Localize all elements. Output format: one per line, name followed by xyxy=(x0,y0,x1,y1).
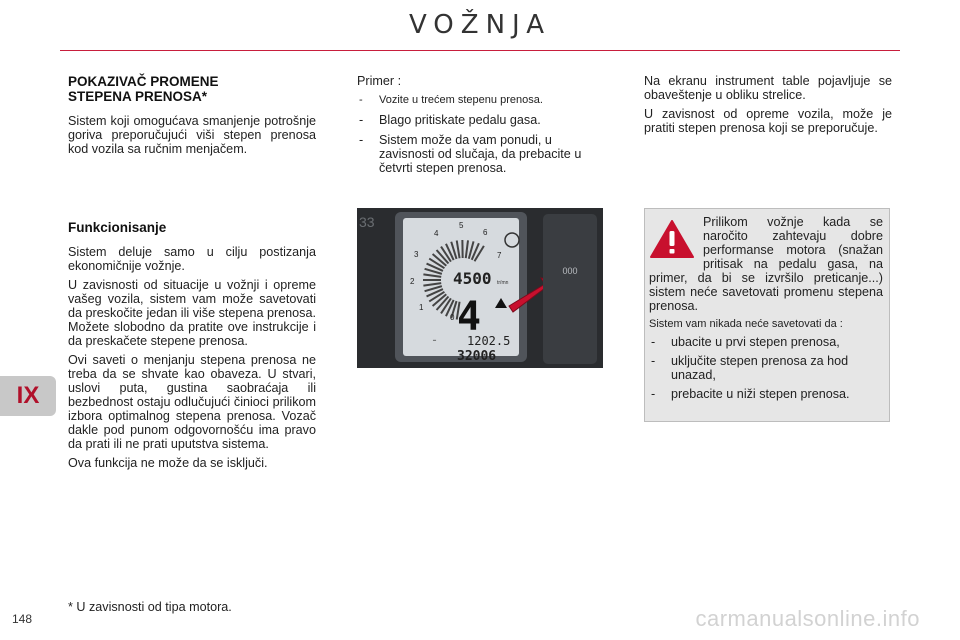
warning-box xyxy=(644,208,890,422)
tacho-segment xyxy=(457,240,460,258)
warning-triangle-icon xyxy=(649,219,695,259)
chapter-tab xyxy=(0,376,56,416)
side-dial-readout: 000 xyxy=(562,266,578,276)
list-item: - uključite stepen prenosa za hod unazad, xyxy=(649,354,883,382)
page-title: VOŽNJA xyxy=(408,10,552,40)
notice-paragraph-1: Na ekranu instrument table pojavljuje se obaveštenje u obliku strelice. xyxy=(644,74,892,102)
tacho-tick-label: 7 xyxy=(497,251,502,260)
list-item: - Sistem može da vam ponudi, u zavisnosti od slučaja, da prebacite u četvrti stepen prenosa. xyxy=(357,133,605,175)
column-middle xyxy=(357,74,605,181)
heading-line-1: POKAZIVAČ PROMENE xyxy=(68,74,219,89)
functioning-paragraph-3: Ovi saveti o menjanju stepena prenosa ne treba da se shvate kao obaveza. U stvari, uslovi puta, gustina saobraćaja ili bezbednost ostaju odlučujući činioci prilikom izbora optimalnog stepena prenosa. Vozač dakle pod punom odgovornošću ima pravo da prati ili ne prati uputstva sistema. xyxy=(68,353,316,451)
trip-readout: 1202.5 xyxy=(467,334,511,348)
list-item: - Vozite u trećem stepenu prenosa. xyxy=(357,93,605,107)
list-item: - prebacite u niži stepen prenosa. xyxy=(649,387,883,401)
list-item: - ubacite u prvi stepen prenosa, xyxy=(649,335,883,349)
tacho-tick-label: 0 xyxy=(450,313,455,322)
watermark: carmanualsonline.info xyxy=(695,606,920,631)
tacho-tick-label: 2 xyxy=(410,277,415,286)
example-label: Primer : xyxy=(357,74,402,88)
tacho-tick-label: 1 xyxy=(419,303,424,312)
tacho-segment xyxy=(423,283,441,286)
instrument-cluster-photo xyxy=(357,208,603,368)
column-left xyxy=(68,74,316,475)
heading-line-2: STEPENA PRENOSA* xyxy=(68,89,208,104)
warning-list xyxy=(649,335,883,401)
notice-paragraph-2: U zavisnost od opreme vozila, može je pratiti stepen prenosa koji se preporučuje. xyxy=(644,107,892,135)
warning-never-label: Sistem vam nikada neće savetovati da : xyxy=(649,318,843,330)
tacho-tick-label: 3 xyxy=(414,250,419,259)
odometer-readout: 32006 xyxy=(457,349,497,364)
tacho-segment xyxy=(466,240,468,258)
tacho-segment xyxy=(423,274,441,277)
eco-gear-icon xyxy=(505,233,519,247)
footnote: * U zavisnosti od tipa motora. xyxy=(68,600,232,614)
title-divider xyxy=(60,50,900,51)
functioning-paragraph-1: Sistem deluje samo u cilju postizanja ekonomičnije vožnje. xyxy=(68,245,316,273)
upshift-arrow-icon xyxy=(495,298,507,308)
page-number: 148 xyxy=(12,612,33,626)
tacho-tick-label: 4 xyxy=(434,229,439,238)
tacho-tick-label: 6 xyxy=(483,228,488,237)
warning-text: Prilikom vožnje kada se naročito zahtevaju dobre performanse motora (snažan pritisak na pedalu gasa, na primer, da bi se izvršilo preticanje...) sistem neće savetovati promenu stepena prenosa. xyxy=(649,215,883,313)
gear-indicator: 4 xyxy=(457,294,482,340)
functioning-paragraph-2: U zavisnosti od situacije u vožnji i opreme vašeg vozila, sistem vam može savetovati da preskočite jedan ili više stepena prenosa. Možete slobodno da pratite ove instrukcije i da preskačete stepene prenosa. xyxy=(68,278,316,348)
functioning-heading: Funkcionisanje xyxy=(68,220,167,235)
intro-paragraph: Sistem koji omogućava smanjenje potrošnje goriva preporučujući viši stepen prenosa kod vozila sa ručnim menjačem. xyxy=(68,114,316,156)
chapter-label: IX xyxy=(16,382,40,409)
side-dial-panel xyxy=(543,214,597,364)
rpm-readout: 4500 xyxy=(453,269,492,288)
trip-icon: ━ xyxy=(433,338,437,344)
column-right xyxy=(644,74,892,140)
list-item: - Blago pritiskate pedalu gasa. xyxy=(357,113,605,127)
functioning-paragraph-4: Ova funkcija ne može da se isključi. xyxy=(68,456,268,470)
example-list xyxy=(357,93,605,175)
tacho-tick-label: 5 xyxy=(459,221,464,230)
rpm-unit: tr/mn xyxy=(497,280,509,286)
cluster-edge-digits: 33 xyxy=(359,214,375,230)
section-heading xyxy=(68,74,316,104)
